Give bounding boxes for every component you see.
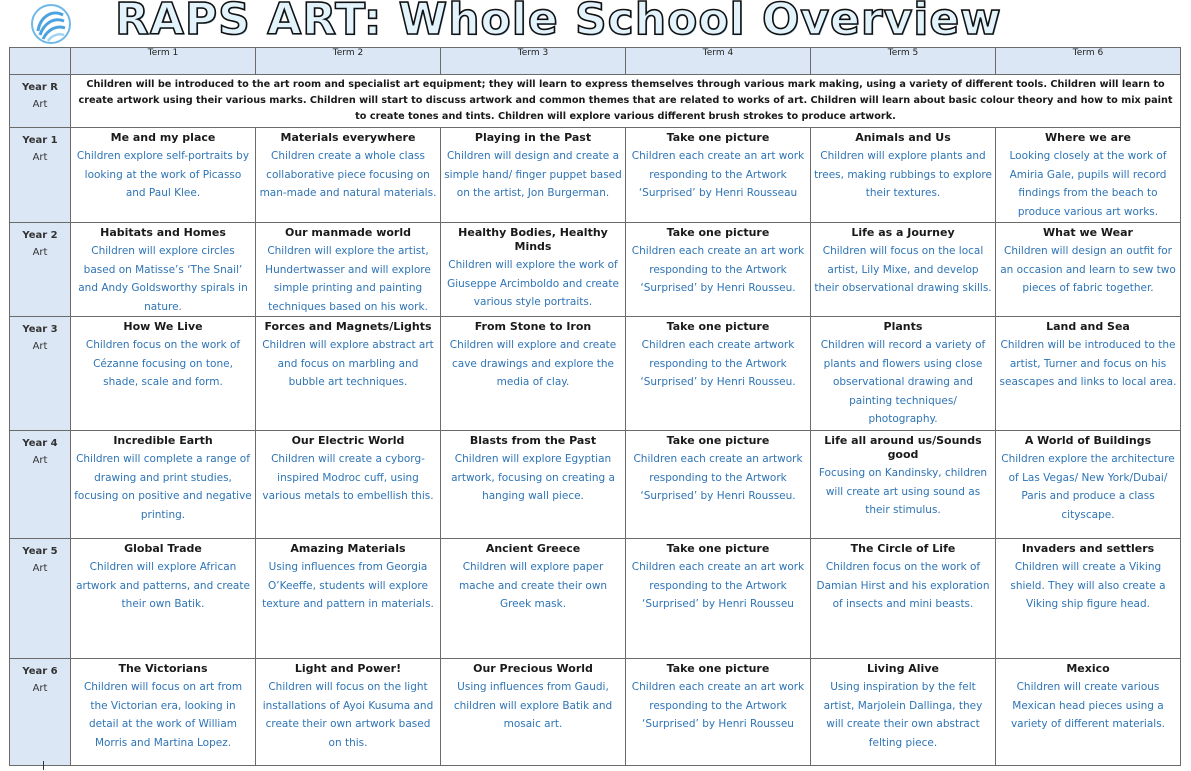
unit-description: Using influences from Georgia O’Keeffe, students will explore texture and pattern in materials. — [262, 561, 434, 610]
unit-title: Amazing Materials — [290, 542, 406, 555]
unit-description: Children will explore the work of Giuseppe Arcimboldo and create various style portraits. — [447, 259, 619, 308]
unit-description: Children will explore abstract art and focus on marbling and bubble art techniques. — [262, 339, 434, 388]
unit-description: Looking closely at the work of Amiria Gale, pupils will record findings from the beach to produce various art works. — [1009, 150, 1167, 218]
unit-cell — [996, 431, 1181, 539]
page-edge-mark — [43, 761, 44, 770]
unit-cell — [811, 431, 996, 539]
subject-label: Art — [32, 247, 48, 258]
unit-title: Our Electric World — [291, 434, 405, 447]
term-header-row — [10, 48, 1181, 75]
unit-cell — [626, 539, 811, 659]
unit-description: Children will focus on the light installations of Ayoi Kusuma and create their own artwork based on this. — [262, 681, 434, 749]
unit-cell — [71, 128, 256, 223]
unit-cell — [441, 659, 626, 766]
year-label: Year 1 — [22, 135, 58, 146]
year-label: Year 4 — [22, 438, 58, 449]
year-row — [10, 431, 1181, 539]
unit-cell — [256, 539, 441, 659]
unit-cell — [256, 128, 441, 223]
unit-description: Using inspiration by the felt artist, Marjolein Dallinga, they will create their own abstract felting piece. — [823, 681, 983, 749]
unit-description: Children will create various Mexican head pieces using a variety of different materials. — [1010, 681, 1166, 730]
subject-label: Art — [32, 341, 48, 352]
unit-description: Using influences from Gaudi, children will explore Batik and mosaic art. — [453, 681, 613, 730]
unit-title: Forces and Magnets/Lights — [264, 320, 432, 333]
term-header: Term 6 — [996, 48, 1181, 75]
year-row — [10, 659, 1181, 766]
unit-title: What we Wear — [1043, 226, 1133, 239]
unit-description: Children each create an artwork responding to the Artwork ‘Surprised’ by Henri Rousseu. — [633, 453, 803, 502]
unit-title: Invaders and settlers — [1021, 542, 1155, 555]
subject-label: Art — [32, 563, 48, 574]
unit-title: Life all around us/Sounds good — [824, 434, 982, 461]
unit-cell — [996, 317, 1181, 431]
year-label-cell — [10, 223, 71, 317]
unit-description: Children each create an art work responding to the Artwork ‘Surprised’ by Henri Rousseu — [631, 561, 805, 610]
unit-title: Living Alive — [867, 662, 939, 675]
unit-description: Children will explore circles based on Matisse’s ‘The Snail’ and Andy Goldsworthy spirals in nature. — [78, 245, 248, 313]
year-label-cell — [10, 75, 71, 128]
unit-description: Children will create a Viking shield. They will also create a Viking ship figure head. — [1010, 561, 1166, 610]
page-title: RAPS ART: Whole School Overview — [115, 0, 1002, 45]
unit-title: Animals and Us — [855, 131, 951, 144]
unit-description: Children will focus on art from the Victorian era, looking in detail at the work of William Morris and Martina Lopez. — [83, 681, 243, 749]
unit-description: Children create a whole class collaborative piece focusing on man-made and natural materials. — [259, 150, 437, 199]
unit-description: Children each create artwork responding to the Artwork ‘Surprised’ by Henri Rousseu. — [640, 339, 796, 388]
year-label-cell — [10, 128, 71, 223]
unit-title: Habitats and Homes — [100, 226, 226, 239]
year-label-cell — [10, 317, 71, 431]
unit-cell — [71, 539, 256, 659]
unit-cell — [441, 431, 626, 539]
unit-cell — [71, 659, 256, 766]
unit-title: Materials everywhere — [280, 131, 416, 144]
unit-description: Children will explore the artist, Hundertwasser and will explore simple printing and painting techniques based on his work. — [265, 245, 431, 313]
overview-table — [9, 47, 1181, 766]
unit-cell — [626, 659, 811, 766]
unit-cell — [996, 128, 1181, 223]
unit-description: Children will explore African artwork and patterns, and create their own Batik. — [76, 561, 250, 610]
unit-title: Light and Power! — [294, 662, 402, 675]
year-row-r — [10, 75, 1181, 128]
unit-title: From Stone to Iron — [474, 320, 592, 333]
unit-title: Plants — [883, 320, 923, 333]
unit-description: Children will create a cyborg-inspired Modroc cuff, using various metals to embellish this. — [262, 453, 434, 502]
unit-description: Focusing on Kandinsky, children will create art using sound as their stimulus. — [818, 467, 988, 516]
unit-description: Children each create an art work responding to the Artwork ‘Surprised’ by Henri Rousseu. — [631, 245, 805, 294]
term-header: Term 2 — [256, 48, 441, 75]
unit-title: Incredible Earth — [113, 434, 213, 447]
unit-title: Global Trade — [124, 542, 202, 555]
year-row — [10, 223, 1181, 317]
unit-cell — [811, 223, 996, 317]
unit-description: Children will design and create a simple hand/ finger puppet based on the artist, Jon Burgerman. — [444, 150, 622, 199]
year-label-cell — [10, 659, 71, 766]
term-header: Term 4 — [626, 48, 811, 75]
unit-description: Children will design an outfit for an occasion and learn to sew two pieces of fabric together. — [1000, 245, 1176, 294]
unit-description: Children focus on the work of Damian Hirst and his exploration of insects and mini beasts. — [816, 561, 990, 610]
year-label: Year 6 — [22, 666, 58, 677]
year-label: Year 5 — [22, 546, 58, 557]
unit-title: The Victorians — [118, 662, 208, 675]
unit-title: Our manmade world — [285, 226, 411, 239]
unit-cell — [996, 539, 1181, 659]
unit-cell — [71, 223, 256, 317]
year-label: Year 3 — [22, 324, 58, 335]
unit-cell — [71, 431, 256, 539]
subject-label: Art — [32, 455, 48, 466]
subject-label: Art — [32, 152, 48, 163]
unit-description: Children each create an art work responding to the Artwork ‘Surprised’ by Henri Rousseau — [631, 150, 805, 199]
unit-title: Take one picture — [666, 226, 770, 239]
subject-label: Art — [32, 99, 48, 110]
unit-title: A World of Buildings — [1024, 434, 1152, 447]
school-crest-swirl-icon — [30, 3, 72, 45]
unit-description: Children will explore paper mache and create their own Greek mask. — [458, 561, 608, 610]
unit-cell — [441, 539, 626, 659]
unit-cell — [256, 659, 441, 766]
year-label-cell — [10, 539, 71, 659]
unit-description: Children will explore plants and trees, making rubbings to explore their textures. — [814, 150, 992, 199]
unit-title: Ancient Greece — [485, 542, 581, 555]
unit-cell — [441, 317, 626, 431]
term-header: Term 3 — [441, 48, 626, 75]
unit-cell — [811, 659, 996, 766]
unit-title: Life as a Journey — [851, 226, 955, 239]
unit-description: Children will record a variety of plants and flowers using close observational drawing and painting techniques/ photography. — [820, 339, 986, 425]
unit-title: Take one picture — [666, 662, 770, 675]
unit-cell — [811, 128, 996, 223]
year-row — [10, 128, 1181, 223]
unit-description: Children each create an art work responding to the Artwork ‘Surprised’ by Henri Rousseu — [631, 681, 805, 730]
unit-cell — [811, 539, 996, 659]
year-r-overview-text: Children will be introduced to the art room and specialist art equipment; they will learn to express themselves through various mark making, using a variety of different tools. Children will learn to create artwork using their various marks. Children will start to discuss artwork and common themes that are related to works of art. Children will learn about basic colour theory and how to mix paint to create tones and tints. Children will explore various different brush strokes to produce artwork. — [71, 75, 1181, 128]
unit-description: Children focus on the work of Cézanne focusing on tone, shade, scale and form. — [85, 339, 241, 388]
year-label: Year R — [22, 82, 58, 93]
year-row — [10, 317, 1181, 431]
unit-title: Take one picture — [666, 542, 770, 555]
unit-title: The Circle of Life — [850, 542, 956, 555]
unit-description: Children explore the architecture of Las Vegas/ New York/Dubai/ Paris and produce a class cityscape. — [1001, 453, 1175, 521]
unit-title: Take one picture — [666, 434, 770, 447]
unit-title: Healthy Bodies, Healthy Minds — [458, 226, 608, 253]
unit-title: Blasts from the Past — [469, 434, 597, 447]
unit-title: Mexico — [1066, 662, 1110, 675]
unit-title: Me and my place — [110, 131, 216, 144]
corner-cell — [10, 48, 71, 75]
year-label: Year 2 — [22, 230, 58, 241]
unit-cell — [256, 431, 441, 539]
unit-description: Children will complete a range of drawing and print studies, focusing on positive and negative printing. — [74, 453, 252, 521]
year-row — [10, 539, 1181, 659]
unit-description: Children will focus on the local artist, Lily Mixe, and develop their observational drawing skills. — [814, 245, 992, 294]
unit-cell — [626, 223, 811, 317]
unit-cell — [626, 431, 811, 539]
unit-description: Children will be introduced to the artist, Turner and focus on his seascapes and links to local area. — [999, 339, 1177, 388]
unit-cell — [996, 223, 1181, 317]
unit-cell — [441, 223, 626, 317]
unit-title: Take one picture — [666, 131, 770, 144]
unit-cell — [626, 317, 811, 431]
unit-title: Where we are — [1045, 131, 1131, 144]
unit-description: Children explore self-portraits by looking at the work of Picasso and Paul Klee. — [76, 150, 250, 199]
unit-cell — [626, 128, 811, 223]
unit-cell — [441, 128, 626, 223]
unit-title: Our Precious World — [473, 662, 593, 675]
unit-cell — [996, 659, 1181, 766]
unit-title: Take one picture — [666, 320, 770, 333]
unit-cell — [811, 317, 996, 431]
term-header: Term 5 — [811, 48, 996, 75]
unit-cell — [71, 317, 256, 431]
unit-title: How We Live — [123, 320, 203, 333]
unit-title: Land and Sea — [1046, 320, 1130, 333]
subject-label: Art — [32, 683, 48, 694]
unit-cell — [256, 223, 441, 317]
unit-description: Children will explore Egyptian artwork, focusing on creating a hanging wall piece. — [451, 453, 615, 502]
term-header: Term 1 — [71, 48, 256, 75]
unit-description: Children will explore and create cave drawings and explore the media of clay. — [449, 339, 617, 388]
year-label-cell — [10, 431, 71, 539]
unit-title: Playing in the Past — [474, 131, 592, 144]
unit-cell — [256, 317, 441, 431]
